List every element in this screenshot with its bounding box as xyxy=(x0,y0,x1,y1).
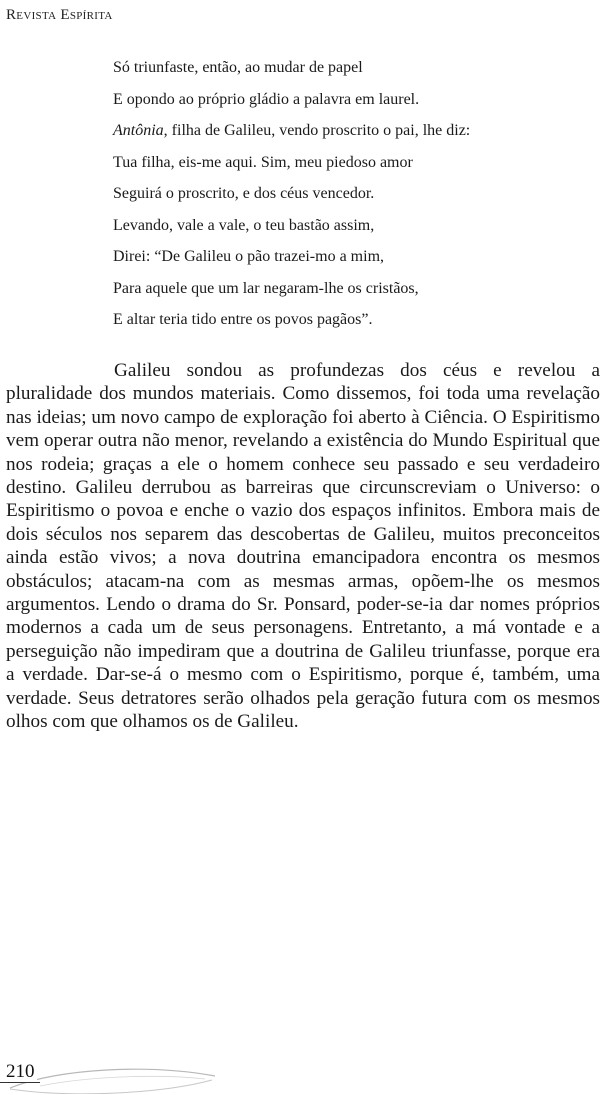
running-head: Revista Espírita xyxy=(6,7,113,23)
page-number-rule xyxy=(0,1082,40,1083)
body-paragraph: Galileu sondou as profundezas dos céus e revelou a pluralidade dos mundos materiais. Como dissemos, foi toda uma revelação nas ideias; um novo campo de exploração foi aberto à Ciência. O Espiritismo vem operar outra não menor, revelando a existência do Mundo Espiritual que nos rodeia; graças a ele o homem conhece seu passado e seu verdadeiro destino. Galileu derrubou as barreiras que circunscreviam o Universo: o Espiritismo o povoa e enche o vazio dos espaços infinitos. Embora mais de dois séculos nos separem das descobertas de Galileu, muitos preconceitos ainda estão vivos; a nova doutrina emancipadora encontra os mesmos obstáculos; atacam-na com as mesmas armas, opõem-lhe os mesmos argumentos. Lendo o drama do Sr. Ponsard, poder-se-ia dar nomes próprios modernos a cada um de seus personagens. Entretanto, a má vontade e a perseguição não impediram que a doutrina de Galileu triunfasse, porque era a verdade. Dar-se-á o mesmo com o Espiritismo, porque é, também, uma verdade. Seus detratores serão olhados pela geração futura com os mesmos olhos com que olhamos os de Galileu. xyxy=(6,360,600,733)
verse-line: Tua filha, eis-me aqui. Sim, meu piedoso amor xyxy=(113,153,413,171)
speaker-intro: , filha de Galileu, vendo proscrito o pai, lhe diz: xyxy=(163,122,471,139)
verse-line: Levando, vale a vale, o teu bastão assim, xyxy=(113,216,375,234)
verse-line: E altar teria tido entre os povos pagãos”. xyxy=(113,311,373,328)
verse-line: E opondo ao próprio gládio a palavra em laurel. xyxy=(113,90,420,108)
verse-line: Só triunfaste, então, ao mudar de papel xyxy=(113,59,363,76)
page-number: 210 xyxy=(6,1061,35,1082)
verse-speaker-line xyxy=(113,115,593,147)
speaker-name: Antônia xyxy=(113,122,164,139)
verse-line: Direi: “De Galileu o pão trazei-mo a mim, xyxy=(113,248,385,265)
verse-line: Para aquele que um lar negaram-lhe os cristãos, xyxy=(113,279,419,297)
verse-line: Seguirá o proscrito, e dos céus vencedor. xyxy=(113,185,375,202)
verse-block xyxy=(113,52,593,336)
